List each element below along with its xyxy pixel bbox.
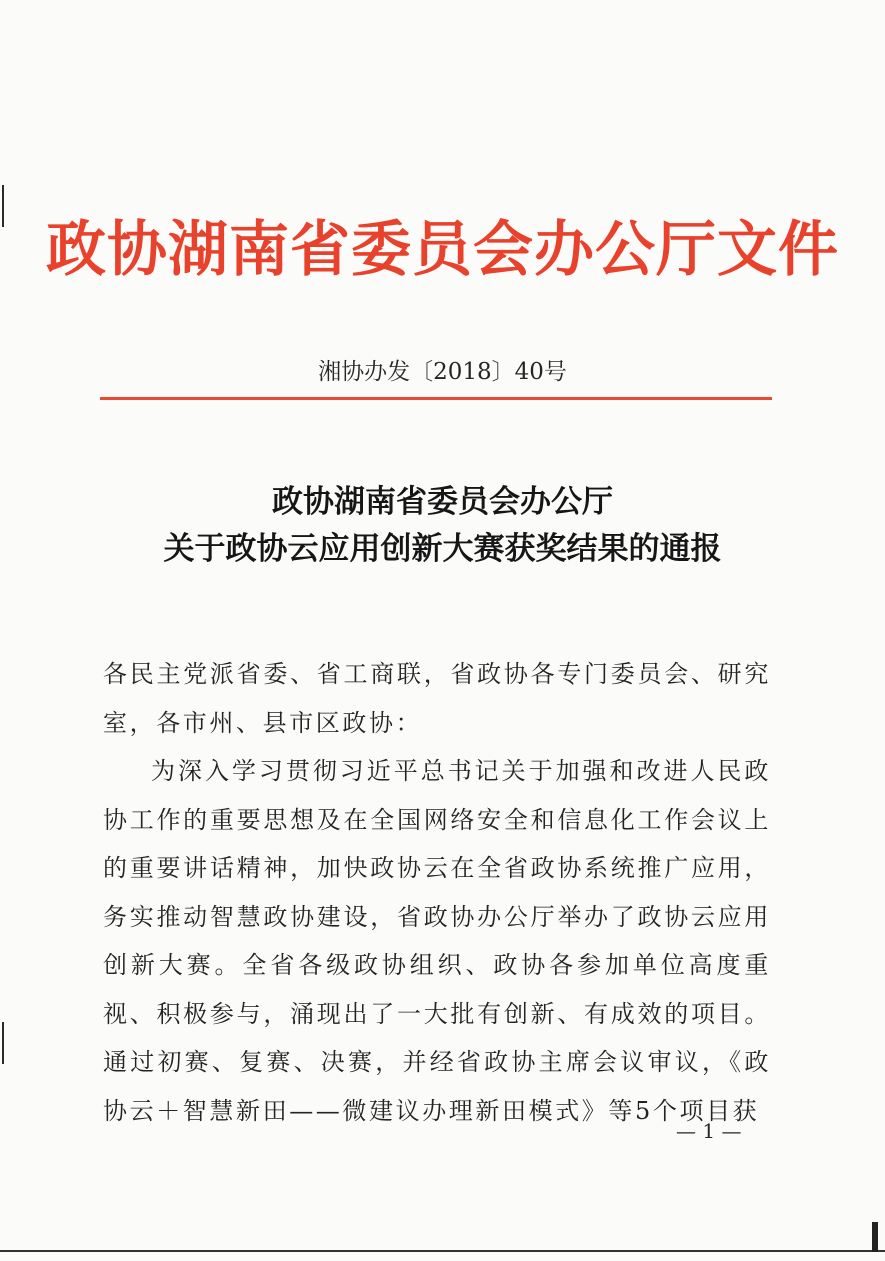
scan-edge-mark	[2, 1022, 4, 1064]
page-number: — 1 —	[676, 1119, 742, 1143]
scan-edge-line	[0, 1250, 885, 1252]
document-title-line-2: 关于政协云应用创新大赛获奖结果的通报	[163, 531, 722, 567]
document-number: 湘协办发〔2018〕40号	[318, 359, 567, 385]
scan-edge-mark	[872, 1222, 878, 1252]
document-body	[103, 650, 771, 1135]
salutation: 各民主党派省委、省工商联，省政协各专门委员会、研究室，各市州、县市区政协：	[103, 660, 771, 737]
red-separator-rule	[100, 397, 772, 400]
document-title-line-1: 政协湖南省委员会办公厅	[272, 484, 613, 520]
body-paragraph: 为深入学习贯彻习近平总书记关于加强和改进人民政协工作的重要思想及在全国网络安全和信息化工作会议上的重要讲话精神，加快政协云在全省政协系统推广应用，务实推动智慧政协建设，省政协办公厅举办了政协云应用创新大赛。全省各级政协组织、政协各参加单位高度重视、积极参与，涌现出了一大批有创新、有成效的项目。通过初赛、复赛、决赛，并经省政协主席会议审议，《政协云＋智慧新田——微建议办理新田模式》等5个项目获	[103, 757, 771, 1125]
issuer-header: 政协湖南省委员会办公厅文件	[46, 215, 839, 285]
